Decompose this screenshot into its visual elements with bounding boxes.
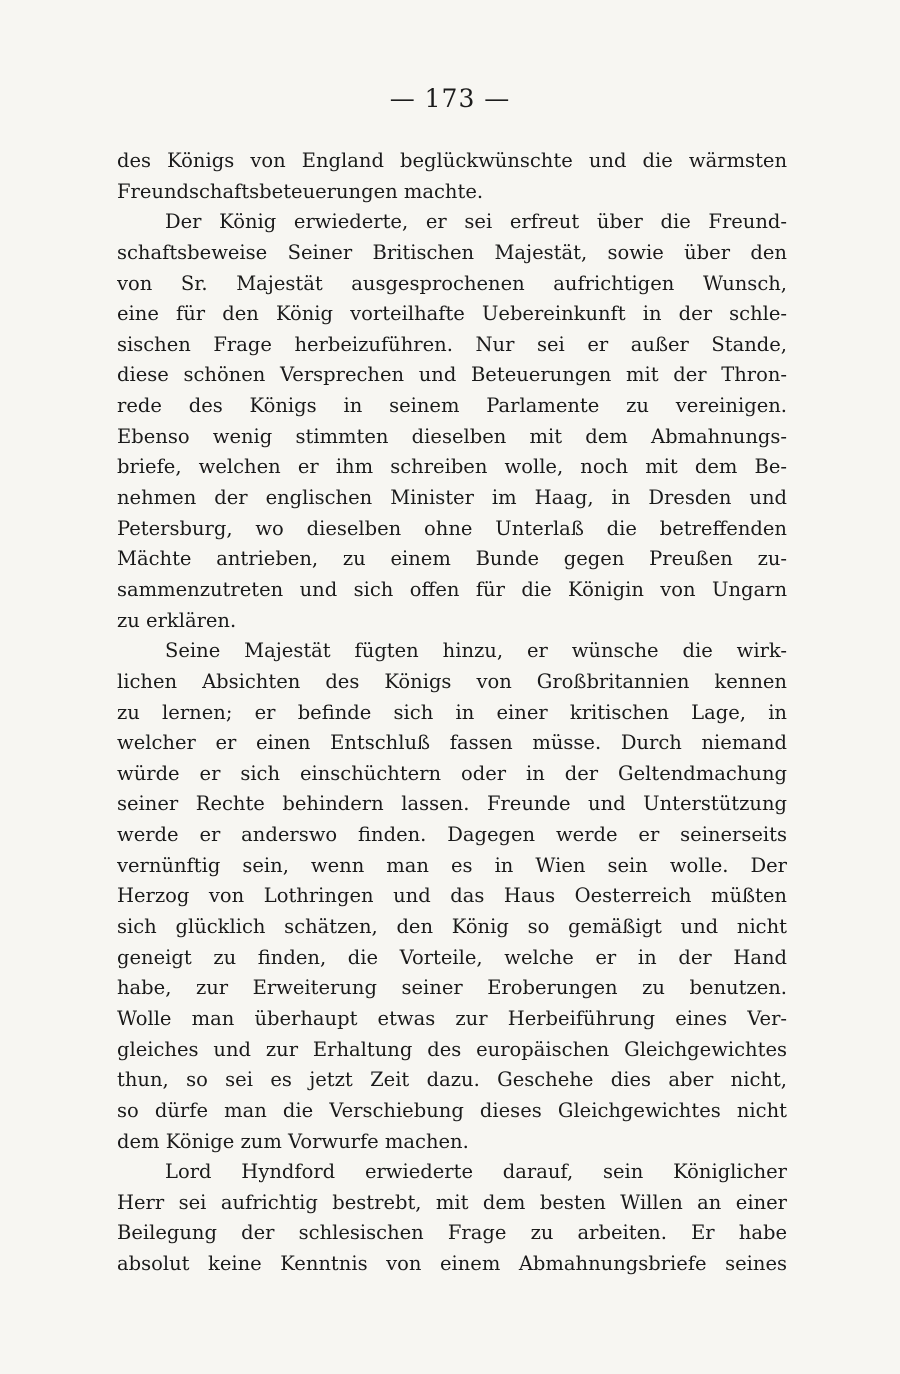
text-line: sischen Frage herbeizuführen. Nur sei er außer Stande, [117, 332, 787, 356]
text-line: rede des Königs in seinem Parlamente zu vereinigen. [117, 394, 787, 418]
text-line: Petersburg, wo dieselben ohne Unterlaß die betreffenden [117, 516, 787, 540]
page-number: — 173 — [389, 84, 511, 113]
text-line: zu erklären. [117, 608, 237, 632]
text-line: von Sr. Majestät ausgesprochenen aufrichtigen Wunsch, [117, 271, 787, 295]
text-line: briefe, welchen er ihm schreiben wolle, noch mit dem Be- [117, 455, 787, 479]
text-line: welcher er einen Entschluß fassen müsse. Durch niemand [117, 731, 787, 755]
text-line: Herzog von Lothringen und das Haus Oesterreich müßten [117, 884, 787, 908]
text-line: Lord Hyndford erwiederte darauf, sein Königlicher [165, 1160, 787, 1184]
text-line: seiner Rechte behindern lassen. Freunde und Unterstützung [117, 792, 787, 816]
text-line: Wolle man überhaupt etwas zur Herbeiführung eines Ver- [117, 1006, 787, 1030]
text-line: habe, zur Erweiterung seiner Eroberungen zu benutzen. [117, 976, 787, 1000]
text-line: Der König erwiederte, er sei erfreut über die Freund- [165, 210, 787, 234]
text-line: zu lernen; er befinde sich in einer kritischen Lage, in [117, 700, 787, 724]
text-line: dem Könige zum Vorwurfe machen. [117, 1129, 469, 1153]
text-line: geneigt zu finden, die Vorteile, welche er in der Hand [117, 945, 787, 969]
text-line: lichen Absichten des Königs von Großbritannien kennen [117, 669, 787, 693]
text-line: thun, so sei es jetzt Zeit dazu. Geschehe dies aber nicht, [117, 1068, 787, 1092]
text-line: gleiches und zur Erhaltung des europäischen Gleichgewichtes [117, 1037, 787, 1061]
text-line: werde er anderswo finden. Dagegen werde er seinerseits [117, 823, 787, 847]
text-line: eine für den König vorteilhafte Uebereinkunft in der schle- [117, 302, 787, 326]
text-line: absolut keine Kenntnis von einem Abmahnungsbriefe seines [117, 1252, 787, 1276]
text-line: Ebenso wenig stimmten dieselben mit dem Abmahnungs- [117, 424, 787, 448]
text-line: Beilegung der schlesischen Frage zu arbeiten. Er habe [117, 1221, 787, 1245]
text-line: diese schönen Versprechen und Beteuerungen mit der Thron- [117, 363, 787, 387]
text-line: Mächte antrieben, zu einem Bunde gegen Preußen zu- [117, 547, 787, 571]
text-line: Freundschaftsbeteuerungen machte. [117, 179, 484, 203]
text-line: Herr sei aufrichtig bestrebt, mit dem besten Willen an einer [117, 1190, 787, 1214]
body-text [117, 146, 787, 1280]
text-line: vernünftig sein, wenn man es in Wien sein wolle. Der [117, 853, 787, 877]
text-line: sammenzutreten und sich offen für die Königin von Ungarn [117, 577, 787, 601]
text-line: des Königs von England beglückwünschte und die wärmsten [117, 149, 787, 172]
text-line: sich glücklich schätzen, den König so gemäßigt und nicht [117, 915, 787, 939]
text-line: würde er sich einschüchtern oder in der Geltendmachung [117, 761, 787, 785]
text-line: schaftsbeweise Seiner Britischen Majestät, sowie über den [117, 240, 787, 264]
text-line: nehmen der englischen Minister im Haag, in Dresden und [117, 486, 787, 510]
text-line: Seine Majestät fügten hinzu, er wünsche die wirk- [165, 639, 787, 663]
text-line: so dürfe man die Verschiebung dieses Gleichgewichtes nicht [117, 1098, 787, 1122]
